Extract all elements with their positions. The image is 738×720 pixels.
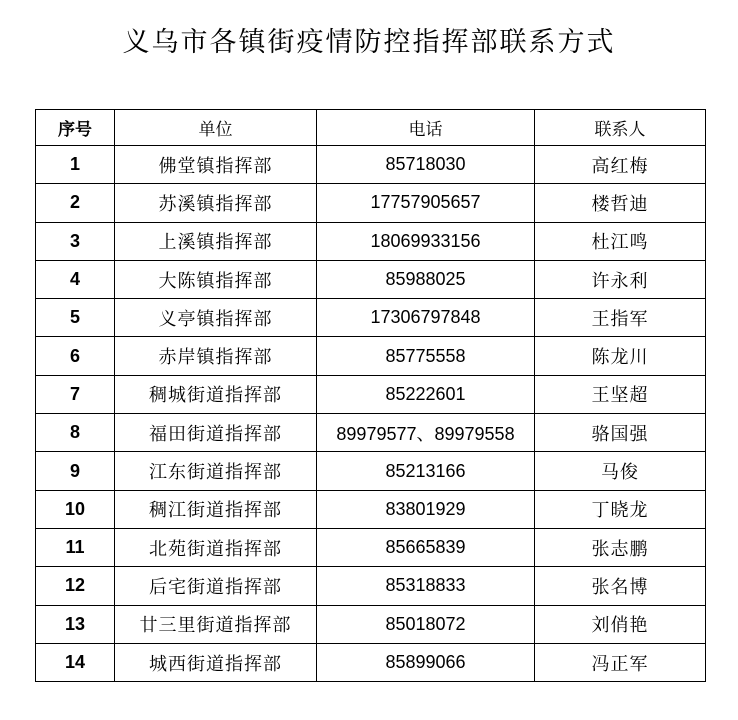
- contact-person-cell: 王指军: [535, 299, 706, 337]
- unit-cell: 后宅街道指挥部: [115, 567, 317, 605]
- phone-cell: 85988025: [317, 260, 535, 298]
- header-phone: 电话: [317, 110, 535, 146]
- unit-cell: 稠江街道指挥部: [115, 490, 317, 528]
- table-row: [36, 490, 706, 528]
- page-title: 义乌市各镇街疫情防控指挥部联系方式: [122, 27, 616, 58]
- unit-cell: 北苑街道指挥部: [115, 528, 317, 566]
- phone-cell: 17757905657: [317, 184, 535, 222]
- phone-cell: 85775558: [317, 337, 535, 375]
- phone-cell: 85018072: [317, 605, 535, 643]
- row-number-cell: 12: [36, 567, 115, 605]
- table-row: [36, 184, 706, 222]
- table-row: [36, 643, 706, 681]
- phone-cell: 85318833: [317, 567, 535, 605]
- table-header-row: [36, 110, 706, 146]
- phone-cell: 83801929: [317, 490, 535, 528]
- table-row: [36, 452, 706, 490]
- row-number-cell: 11: [36, 528, 115, 566]
- table-row: [36, 375, 706, 413]
- row-number-cell: 7: [36, 375, 115, 413]
- contact-person-cell: 骆国强: [535, 414, 706, 452]
- unit-cell: 大陈镇指挥部: [115, 260, 317, 298]
- table-row: [36, 222, 706, 260]
- row-number-cell: 10: [36, 490, 115, 528]
- phone-cell: 85899066: [317, 643, 535, 681]
- phone-cell: 18069933156: [317, 222, 535, 260]
- unit-cell: 江东街道指挥部: [115, 452, 317, 490]
- table-row: [36, 414, 706, 452]
- unit-cell: 赤岸镇指挥部: [115, 337, 317, 375]
- row-number-cell: 3: [36, 222, 115, 260]
- contact-person-cell: 王坚超: [535, 375, 706, 413]
- contact-person-cell: 张志鹏: [535, 528, 706, 566]
- table-row: [36, 605, 706, 643]
- row-number-cell: 5: [36, 299, 115, 337]
- contact-person-cell: 马俊: [535, 452, 706, 490]
- row-number-cell: 6: [36, 337, 115, 375]
- table-row: [36, 299, 706, 337]
- header-unit: 单位: [115, 110, 317, 146]
- table-body: [36, 146, 706, 682]
- header-contact: 联系人: [535, 110, 706, 146]
- contact-person-cell: 刘俏艳: [535, 605, 706, 643]
- contact-person-cell: 冯正军: [535, 643, 706, 681]
- unit-cell: 佛堂镇指挥部: [115, 146, 317, 184]
- phone-cell: 85222601: [317, 375, 535, 413]
- row-number-cell: 2: [36, 184, 115, 222]
- row-number-cell: 14: [36, 643, 115, 681]
- contact-person-cell: 陈龙川: [535, 337, 706, 375]
- phone-cell: 89979577、89979558: [317, 414, 535, 452]
- contacts-table: [35, 109, 706, 682]
- unit-cell: 上溪镇指挥部: [115, 222, 317, 260]
- phone-cell: 85718030: [317, 146, 535, 184]
- row-number-cell: 8: [36, 414, 115, 452]
- contact-person-cell: 楼哲迪: [535, 184, 706, 222]
- contact-person-cell: 杜江鸣: [535, 222, 706, 260]
- unit-cell: 廿三里街道指挥部: [115, 605, 317, 643]
- table-row: [36, 260, 706, 298]
- unit-cell: 苏溪镇指挥部: [115, 184, 317, 222]
- unit-cell: 义亭镇指挥部: [115, 299, 317, 337]
- phone-cell: 85213166: [317, 452, 535, 490]
- unit-cell: 福田街道指挥部: [115, 414, 317, 452]
- contact-person-cell: 张名博: [535, 567, 706, 605]
- row-number-cell: 9: [36, 452, 115, 490]
- row-number-cell: 13: [36, 605, 115, 643]
- row-number-cell: 1: [36, 146, 115, 184]
- table-row: [36, 567, 706, 605]
- row-number-cell: 4: [36, 260, 115, 298]
- unit-cell: 稠城街道指挥部: [115, 375, 317, 413]
- contact-person-cell: 丁晓龙: [535, 490, 706, 528]
- unit-cell: 城西街道指挥部: [115, 643, 317, 681]
- table-row: [36, 146, 706, 184]
- phone-cell: 85665839: [317, 528, 535, 566]
- table-row: [36, 528, 706, 566]
- contact-person-cell: 许永利: [535, 260, 706, 298]
- phone-cell: 17306797848: [317, 299, 535, 337]
- table-row: [36, 337, 706, 375]
- contact-person-cell: 高红梅: [535, 146, 706, 184]
- header-no: 序号: [36, 110, 115, 146]
